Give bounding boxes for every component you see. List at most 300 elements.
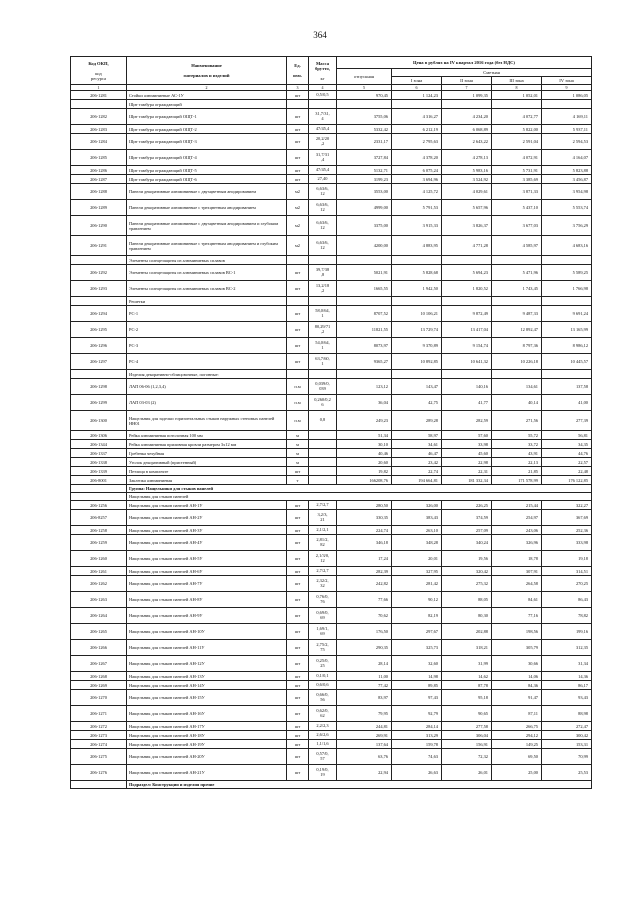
cell-current-price: 224,74 (337, 526, 392, 535)
cell-zone-4 (542, 256, 592, 265)
cell-zone-1: 9 370,89 (392, 338, 442, 354)
cell-code: 206-1281 (71, 91, 127, 100)
cell-current-price: 3199,23 (337, 175, 392, 184)
cell-zone-4: 3 756,29 (542, 216, 592, 236)
cell-name: Гребенка чехуйная (127, 449, 287, 458)
cell-name: Нащельник для стыков панелей АН-13У (127, 672, 287, 681)
cell-zone-2: 22,98 (442, 458, 492, 467)
cell-zone-1: 42,75 (392, 395, 442, 411)
cell-unit: шт (287, 510, 309, 526)
cell-zone-3: 198,56 (492, 624, 542, 640)
cell-current-price: 36,04 (337, 395, 392, 411)
cell-zone-1: 5 828,68 (392, 265, 442, 281)
header-estimate: Сметная (392, 69, 592, 77)
page-number: 364 (313, 30, 327, 40)
subgroup-title: Нащельник для стыков панелей (127, 493, 592, 501)
cell-zone-1: 13 729,74 (392, 322, 442, 338)
col-num: 1 (71, 85, 127, 91)
cell-name: Элементы солнцезащиты из алюминиевых сплавов ВС-2 (127, 281, 287, 297)
cell-zone-1: 2 795,63 (392, 134, 442, 150)
cell-code: 206-1290 (71, 216, 127, 236)
table-row (71, 706, 592, 722)
cell-zone-1: 58,97 (392, 431, 442, 440)
table-row (71, 440, 592, 449)
cell-current-price: 22,94 (337, 765, 392, 781)
cell-zone-3: 25,00 (492, 765, 542, 781)
cell-code: 206-1306 (71, 431, 127, 440)
cell-zone-3: 87,11 (492, 706, 542, 722)
cell-current-price: 17,24 (337, 551, 392, 567)
table-row (71, 722, 592, 731)
cell-unit (287, 100, 309, 109)
cell-mass: 58,0/64, 1 (309, 306, 337, 322)
cell-current-price: 11,00 (337, 672, 392, 681)
cell-name: Нащельник для стыков панелей АН-6У (127, 567, 287, 576)
cell-unit: шт (287, 281, 309, 297)
cell-name: Щит тамбура ограждающий ОЩТ-1 (127, 109, 287, 125)
cell-mass (309, 476, 337, 485)
cell-zone-1 (392, 297, 442, 306)
cell-zone-2: 4 278,13 (442, 150, 492, 166)
cell-unit: шт (287, 338, 309, 354)
table-row (71, 749, 592, 765)
cell-unit: шт (287, 501, 309, 510)
cell-zone-2: 45,60 (442, 449, 492, 458)
cell-name: Нащельник для стыков панелей АН-4У (127, 535, 287, 551)
cell-name: Панели декоративные алюминиевые с двухцветным анодированием и глубоким травлением (127, 216, 287, 236)
cell-name: Нащельник для стыков панелей АН-1У (127, 501, 287, 510)
cell-zone-1: 90,12 (392, 592, 442, 608)
cell-unit: шт (287, 706, 309, 722)
cell-current-price: 269,91 (337, 731, 392, 740)
cell-mass: 47/45,4 (309, 166, 337, 175)
col-num: 7 (442, 85, 492, 91)
cell-code: 206-1259 (71, 535, 127, 551)
cell-zone-3: 294,12 (492, 731, 542, 740)
cell-name: РС-3 (127, 338, 287, 354)
cell-mass: 2,81/2, 82 (309, 535, 337, 551)
cell-name: Нащельник для стыков панелей АН-15У (127, 690, 287, 706)
cell-zone-1: 284,14 (392, 722, 442, 731)
cell-zone-3: 18,78 (492, 551, 542, 567)
cell-mass: 39,7/38 ,8 (309, 265, 337, 281)
cell-code: 206-1276 (71, 765, 127, 781)
cell-zone-2: 226,25 (442, 501, 492, 510)
cell-code: 206-1299 (71, 395, 127, 411)
cell-zone-3: 264,58 (492, 576, 542, 592)
table-row (71, 526, 592, 535)
cell-zone-2: 14,62 (442, 672, 492, 681)
cell-zone-3: 84,61 (492, 592, 542, 608)
cell-current-price: 9365,27 (337, 354, 392, 370)
cell-zone-1: 3 915,33 (392, 216, 442, 236)
cell-zone-1 (392, 370, 442, 379)
cell-name: Нащельник для стыков панелей АН-8У (127, 592, 287, 608)
cell-zone-3: 30,66 (492, 656, 542, 672)
cell-name: РС-4 (127, 354, 287, 370)
cell-name: Нащельник для стыков панелей АН-11У (127, 640, 287, 656)
group-row (71, 485, 592, 493)
cell-zone-1: 4 378,20 (392, 150, 442, 166)
header-name: Наименование материалов и изделий (127, 57, 287, 85)
cell-zone-3: 4 072,77 (492, 109, 542, 125)
cell-zone-3 (492, 370, 542, 379)
table-row (71, 690, 592, 706)
cell-mass: 2,6/2,6 (309, 731, 337, 740)
cell-zone-3: 266,75 (492, 722, 542, 731)
price-table (70, 56, 592, 789)
cell-zone-2: 6 068,89 (442, 125, 492, 134)
cell-code: 206-1270 (71, 690, 127, 706)
cell-code: 206-1339 (71, 467, 127, 476)
cell-zone-3: 271,56 (492, 411, 542, 431)
cell-mass: 1,69/1, 69 (309, 624, 337, 640)
table-row (71, 672, 592, 681)
cell-current-price (337, 297, 392, 306)
cell-unit: м (287, 458, 309, 467)
cell-zone-3: 4 585,97 (492, 236, 542, 256)
cell-zone-3: 91,47 (492, 690, 542, 706)
cell-code: 206-1338 (71, 458, 127, 467)
cell-unit: шт (287, 640, 309, 656)
cell-current-price (337, 256, 392, 265)
cell-mass: 13,2/18 ,2 (309, 281, 337, 297)
table-row (71, 109, 592, 125)
cell-mass (309, 256, 337, 265)
cell-zone-1: 1 942,50 (392, 281, 442, 297)
cell-zone-1: 92,79 (392, 706, 442, 722)
cell-zone-4: 25,53 (542, 765, 592, 781)
cell-code (71, 370, 127, 379)
cell-mass: 47/45,4 (309, 125, 337, 134)
cell-zone-4: 86,17 (542, 681, 592, 690)
cell-name: Стойки алюминиевые АС-1У (127, 91, 287, 100)
table-row (71, 370, 592, 379)
cell-zone-4: 13 165,99 (542, 322, 592, 338)
cell-current-price: 11821,55 (337, 322, 392, 338)
cell-zone-2: 374,59 (442, 510, 492, 526)
cell-current-price: 2331,17 (337, 134, 392, 150)
cell-zone-4: 5 589,25 (542, 265, 592, 281)
cell-zone-3: 69,50 (492, 749, 542, 765)
col-num: 8 (492, 85, 542, 91)
cell-name: ЛАП 06-06 (1,2,3,4) (127, 379, 287, 395)
cell-unit: шт (287, 681, 309, 690)
cell-zone-2: 5 983,16 (442, 166, 492, 175)
cell-zone-1: 26,63 (392, 765, 442, 781)
cell-name: Нащельник для стыков панелей АН-21У (127, 765, 287, 781)
cell-zone-3: 5 471,96 (492, 265, 542, 281)
cell-zone-2: 320,42 (442, 567, 492, 576)
cell-zone-2: 282,59 (442, 411, 492, 431)
cell-zone-3: 33,72 (492, 440, 542, 449)
cell-zone-1: 10 106,21 (392, 306, 442, 322)
cell-zone-3: 40,14 (492, 395, 542, 411)
cell-zone-4: 93,43 (542, 690, 592, 706)
cell-name: Решетки (127, 297, 287, 306)
cell-zone-3: 326,96 (492, 535, 542, 551)
cell-zone-1: 97,43 (392, 690, 442, 706)
cell-code: 206-1260 (71, 551, 127, 567)
cell-name: РС-2 (127, 322, 287, 338)
cell-zone-2: 277,58 (442, 722, 492, 731)
cell-zone-4: 314,51 (542, 567, 592, 576)
cell-unit: шт (287, 731, 309, 740)
cell-zone-2: 95,18 (442, 690, 492, 706)
cell-mass: 6,63/6, 12 (309, 200, 337, 216)
cell-code: 206-1300 (71, 411, 127, 431)
cell-zone-4 (542, 100, 592, 109)
cell-zone-4: 199,16 (542, 624, 592, 640)
cell-mass: 0,260/0,2 6 (309, 395, 337, 411)
cell-code: 206-1344 (71, 440, 127, 449)
cell-current-price: 28,14 (337, 656, 392, 672)
cell-zone-1: 32,60 (392, 656, 442, 672)
cell-zone-4: 333,98 (542, 535, 592, 551)
cell-name: Нащельник для стыков панелей АН-14У (127, 681, 287, 690)
cell-zone-4: 86,43 (542, 592, 592, 608)
cell-code: 206-1285 (71, 150, 127, 166)
table-header (71, 57, 592, 91)
cell-code: 206-1291 (71, 236, 127, 256)
cell-zone-2: 5 694,23 (442, 265, 492, 281)
cell-code: 206-1295 (71, 322, 127, 338)
cell-unit (287, 370, 309, 379)
cell-name: Изделия декоративно-облицовочные, погонные: (127, 370, 287, 379)
cell-zone-4: 2 594,53 (542, 134, 592, 150)
cell-zone-2: 340,24 (442, 535, 492, 551)
table-row (71, 576, 592, 592)
cell-zone-1: 348,28 (392, 535, 442, 551)
cell-zone-4: 300,42 (542, 731, 592, 740)
header-zone-3: III зона (492, 77, 542, 85)
header-unit: Ед. изм. (287, 57, 309, 85)
cell-current-price: 3727,84 (337, 150, 392, 166)
cell-zone-4: 5 937,11 (542, 125, 592, 134)
cell-current-price (337, 370, 392, 379)
cell-name: Нащельник для стыков панелей АН-3У (127, 526, 287, 535)
cell-zone-2: 41,77 (442, 395, 492, 411)
cell-zone-1: 6 075,24 (392, 166, 442, 175)
col-num: 3 (287, 85, 309, 91)
cell-unit: м2 (287, 216, 309, 236)
cell-current-price: 4999,00 (337, 200, 392, 216)
cell-unit: шт (287, 265, 309, 281)
cell-unit: п.м (287, 379, 309, 395)
cell-name: Щит тамбура ограждающий (127, 100, 287, 109)
cell-zone-1: 4 316,27 (392, 109, 442, 125)
cell-mass: 0,6/0,6 (309, 681, 337, 690)
cell-zone-3: 254,97 (492, 510, 542, 526)
cell-current-price: 137,64 (337, 740, 392, 749)
table-row (71, 624, 592, 640)
cell-code: 206-1297 (71, 354, 127, 370)
cell-current-price: 176,50 (337, 624, 392, 640)
cell-zone-1: 23,42 (392, 458, 442, 467)
cell-code: 206-1256 (71, 501, 127, 510)
table-row (71, 458, 592, 467)
cell-code: 206-1273 (71, 731, 127, 740)
cell-zone-3: 243,06 (492, 526, 542, 535)
table-row (71, 100, 592, 109)
cell-code: 206-1284 (71, 134, 127, 150)
cell-zone-2: 202,88 (442, 624, 492, 640)
cell-mass (309, 467, 337, 476)
cell-unit: шт (287, 576, 309, 592)
cell-unit: шт (287, 624, 309, 640)
table-row (71, 91, 592, 100)
cell-zone-2: 4 029,61 (442, 184, 492, 200)
table-row (71, 740, 592, 749)
cell-unit: п.м (287, 395, 309, 411)
table-row (71, 322, 592, 338)
cell-zone-3: 12 892,47 (492, 322, 542, 338)
cell-code: 206-1287 (71, 175, 127, 184)
cell-code: 206-1289 (71, 200, 127, 216)
group-title: Группа: Нащельники для стыков панелей (127, 485, 592, 493)
cell-zone-1: 194 664,81 (392, 476, 442, 485)
cell-unit: шт (287, 150, 309, 166)
cell-unit: шт (287, 322, 309, 338)
cell-zone-4: 10 445,57 (542, 354, 592, 370)
cell-code: 206-1296 (71, 338, 127, 354)
cell-name: Рейка алюминиевая потолочная 100 мм (127, 431, 287, 440)
cell-zone-4: 9 691,24 (542, 306, 592, 322)
cell-zone-4: 34,35 (542, 440, 592, 449)
cell-name: Нащельник для стыков панелей АН-9У (127, 608, 287, 624)
cell-unit: шт (287, 551, 309, 567)
cell-unit: шт (287, 608, 309, 624)
table-row (71, 134, 592, 150)
subgroup-row (71, 493, 592, 501)
cell-zone-1: 10 892,85 (392, 354, 442, 370)
cell-mass: 6,63/6, 12 (309, 236, 337, 256)
cell-zone-2: 181 332,34 (442, 476, 492, 485)
table-row (71, 431, 592, 440)
table-row (71, 200, 592, 216)
cell-zone-1: 1 124,23 (392, 91, 442, 100)
cell-code: 206-1286 (71, 166, 127, 175)
cell-name: Нащельник для стыков панелей АН-12У (127, 656, 287, 672)
cell-code: 206-1262 (71, 576, 127, 592)
cell-code: 206-1274 (71, 740, 127, 749)
cell-name: Щит тамбура ограждающий ОЩТ-4 (127, 150, 287, 166)
header-mass: Масса брутто, кг (309, 57, 337, 85)
cell-zone-3: 171 578,99 (492, 476, 542, 485)
cell-zone-3: 149,25 (492, 740, 542, 749)
cell-mass: 0,76/0, 76 (309, 592, 337, 608)
cell-zone-1 (392, 256, 442, 265)
col-num: 6 (392, 85, 442, 91)
cell-zone-2: 2 643,22 (442, 134, 492, 150)
cell-current-price: 70,62 (337, 608, 392, 624)
cell-zone-2: 257,09 (442, 526, 492, 535)
cell-unit (287, 297, 309, 306)
cell-zone-2: 80,30 (442, 608, 492, 624)
cell-zone-4: 1 086,05 (542, 91, 592, 100)
cell-unit: шт (287, 134, 309, 150)
cell-zone-2: 87,78 (442, 681, 492, 690)
cell-zone-1: 20,01 (392, 551, 442, 567)
cell-unit: шт (287, 722, 309, 731)
table-row (71, 306, 592, 322)
cell-zone-3: 77,16 (492, 608, 542, 624)
cell-current-price: 970,45 (337, 91, 392, 100)
cell-zone-3: 43,91 (492, 449, 542, 458)
table-row (71, 395, 592, 411)
cell-current-price (337, 100, 392, 109)
table-row (71, 476, 592, 485)
cell-current-price: 4200,00 (337, 236, 392, 256)
cell-zone-4: 4 164,07 (542, 150, 592, 166)
cell-mass: 54,0/64, 1 (309, 338, 337, 354)
cell-code: 206-1275 (71, 749, 127, 765)
table-row (71, 216, 592, 236)
cell-zone-1: 89,85 (392, 681, 442, 690)
table-row (71, 640, 592, 656)
cell-current-price: 30,10 (337, 440, 392, 449)
cell-mass: 2,1/3/0, 12 (309, 551, 337, 567)
cell-mass: 0,66/0, 56 (309, 690, 337, 706)
cell-name: Нащельник для стыков панелей АН-2У (127, 510, 287, 526)
table-row (71, 681, 592, 690)
cell-code: 206-1298 (71, 379, 127, 395)
cell-current-price: 40,46 (337, 449, 392, 458)
table-row (71, 501, 592, 510)
cell-zone-2 (442, 256, 492, 265)
table-row (71, 236, 592, 256)
cell-zone-4: 4 169,11 (542, 109, 592, 125)
cell-zone-4: 8 986,12 (542, 338, 592, 354)
cell-name: Нащельник для заделки горизонтальных стыков наружных стеновых панелей НН01 (127, 411, 287, 431)
table-row (71, 467, 592, 476)
cell-zone-3: 1 743,45 (492, 281, 542, 297)
cell-name: Нащельник для стыков панелей АН-20У (127, 749, 287, 765)
cell-zone-1: 313,29 (392, 731, 442, 740)
cell-zone-4: 78,82 (542, 608, 592, 624)
cell-unit: шт (287, 467, 309, 476)
cell-zone-2: 1 099,35 (442, 91, 492, 100)
cell-zone-1: 327,95 (392, 567, 442, 576)
cell-zone-3: 2 591,04 (492, 134, 542, 150)
cell-zone-2: 9 872,49 (442, 306, 492, 322)
cell-zone-1: 297,67 (392, 624, 442, 640)
cell-unit: м (287, 431, 309, 440)
cell-unit: п.м (287, 411, 309, 431)
cell-zone-4: 153,31 (542, 740, 592, 749)
cell-zone-4: 19,18 (542, 551, 592, 567)
cell-zone-1: 5 791,53 (392, 200, 442, 216)
cell-zone-3: 307,91 (492, 567, 542, 576)
table-row (71, 608, 592, 624)
cell-mass: 3,2/3, 21 (309, 510, 337, 526)
cell-zone-1: 3 694,96 (392, 175, 442, 184)
cell-unit: шт (287, 749, 309, 765)
cell-unit: шт (287, 354, 309, 370)
cell-name: Элементы солнцезащиты из алюминиевых сплавов (127, 256, 287, 265)
cell-zone-4: 367,69 (542, 510, 592, 526)
cell-zone-3: 14,06 (492, 672, 542, 681)
cell-code: 206-1293 (71, 281, 127, 297)
cell-zone-1: 143,47 (392, 379, 442, 395)
cell-zone-4: 312,35 (542, 640, 592, 656)
cell-mass (309, 440, 337, 449)
cell-zone-3: 4 072,91 (492, 150, 542, 166)
cell-current-price: 280,50 (337, 501, 392, 510)
table-row (71, 379, 592, 395)
cell-name: Заклепка алюминиевая (127, 476, 287, 485)
cell-mass: 2,75/2, 75 (309, 640, 337, 656)
